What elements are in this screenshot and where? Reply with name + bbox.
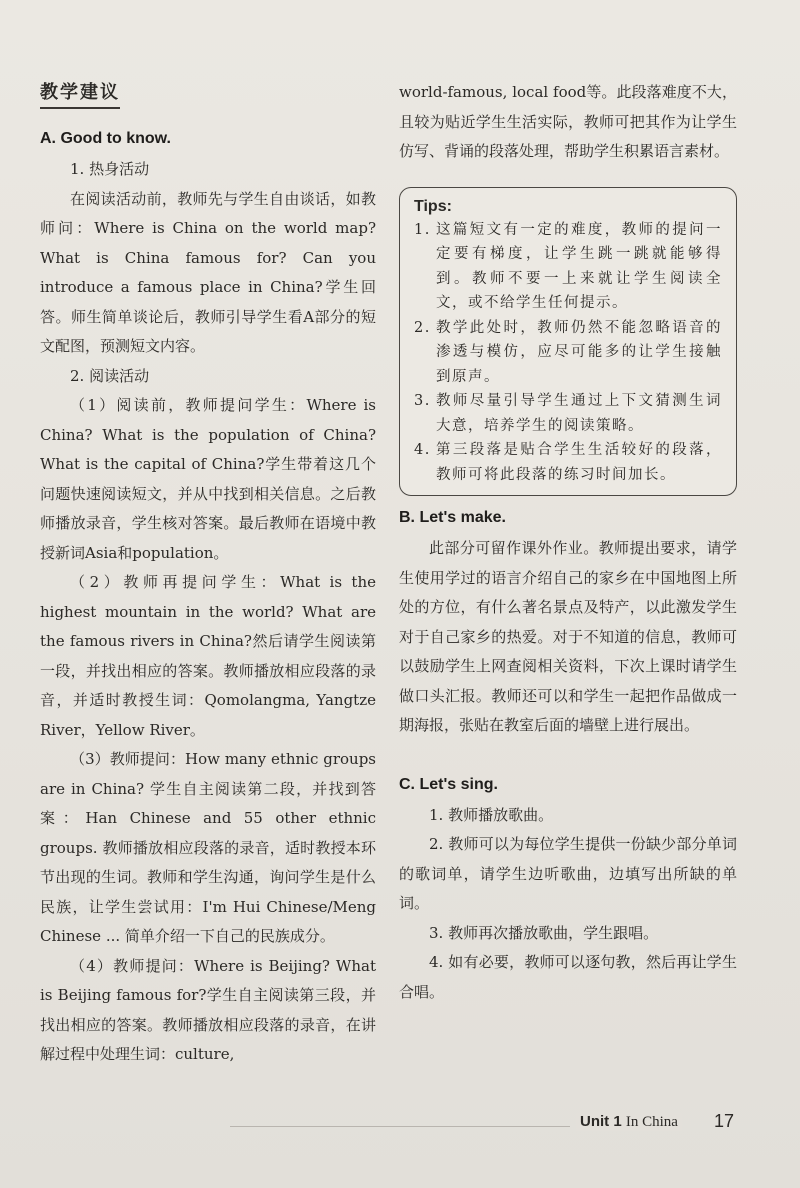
reading-step-4: （4）教师提问：Where is Beijing? What is Beijing famous for?学生自主阅读第三段，并找出相应的答案。教师播放相应段落的录音，在讲解过程中处理生词：culture,: [40, 956, 376, 1063]
section-a-title: A. Good to know.: [40, 130, 171, 147]
tip-number: 1.: [414, 221, 431, 238]
right-column: [399, 78, 737, 1007]
sing-step: 3. 教师再次播放歌曲，学生跟唱。: [429, 923, 659, 942]
tip-item: [414, 316, 722, 390]
warmup-paragraph: 在阅读活动前，教师先与学生自由谈话，如教师问：Where is China on the world map? What is China famous for? Can you introduce a famous place in China?学生回答。师生简单谈论后，教师引导学生看A部分的短文配图，预测短文内容。: [40, 189, 376, 355]
tip-item: [414, 438, 722, 487]
section-c-title: C. Let's sing.: [399, 775, 498, 793]
tip-text: 这篇短文有一定的难度，教师的提问一定要有梯度，让学生跳一跳就能够得到。教师不要一上来就让学生阅读全文，或不给学生任何提示。: [436, 221, 722, 311]
tips-title: Tips:: [414, 197, 452, 215]
tip-text: 教师尽量引导学生通过上下文猜测生词大意，培养学生的阅读策略。: [436, 393, 722, 434]
tip-number: 4.: [414, 442, 431, 458]
reading-step-1: （1）阅读前，教师提问学生：Where is China? What is the population of China? What is the capital of China?学生带着这几个问题快速阅读短文，并从中找到相关信息。之后教师播放录音，学生核对答案。最后教师在语境中教授新词Asia和population。: [40, 396, 376, 562]
unit-label: [576, 1113, 682, 1131]
section-b-title: B. Let's make.: [399, 509, 506, 526]
tip-number: 3.: [414, 393, 431, 409]
tip-text: 第三段落是贴合学生生活较好的段落，教师可将此段落的练习时间加长。: [436, 442, 722, 483]
left-column: [40, 78, 376, 1070]
tip-item: [414, 389, 722, 438]
tips-box: [399, 187, 737, 497]
page-footer: [0, 1112, 800, 1142]
reading-step-3: （3）教师提问：How many ethnic groups are in China? 学生自主阅读第二段，并找到答案：Han Chinese and 55 other ethnic groups. 教师播放相应段落的录音，适时教授本环节出现的生词。教师和学生沟通，询问学生是什么民族，让学生尝试用：I'm Hui Chinese/Meng Chinese ... 简单介绍一下自己的民族成分。: [40, 750, 376, 945]
teaching-suggestions-heading: 教学建议: [40, 78, 120, 109]
tip-item: [414, 218, 722, 316]
reading-label: 2. 阅读活动: [70, 366, 150, 385]
sing-step: 1. 教师播放歌曲。: [429, 805, 554, 824]
unit-number: Unit 1: [580, 1113, 622, 1130]
tip-number: 2.: [414, 319, 431, 336]
unit-title: In China: [625, 1114, 678, 1130]
footer-rule: [230, 1126, 570, 1127]
spacer: [399, 741, 737, 773]
tip-text: 教学此处时，教师仍然不能忽略语音的渗透与模仿，应尽可能多的让学生接触到原声。: [436, 319, 722, 385]
reading-step-2: （2）教师再提问学生：What is the highest mountain in the world? What are the famous rivers in China?然后请学生阅读第一段，并找出相应的答案。教师播放相应段落的录音，并适时教授生词：Qomolangma, Yangtze River，Yellow River。: [40, 573, 376, 739]
section-a-continuation: world-famous, local food等。此段落难度不大，且较为贴近学生生活实际，教师可把其作为让学生仿写、背诵的段落处理，帮助学生积累语言素材。: [399, 83, 737, 160]
page-number: 17: [714, 1111, 735, 1131]
warmup-label: 1. 热身活动: [70, 160, 150, 178]
sing-step: 2. 教师可以为每位学生提供一份缺少部分单词的歌词单，请学生边听歌曲，边填写出所缺的单词。: [399, 835, 737, 912]
sing-step: 4. 如有必要，教师可以逐句教，然后再让学生合唱。: [399, 953, 737, 1001]
section-b-paragraph: 此部分可留作课外作业。教师提出要求，请学生使用学过的语言介绍自己的家乡在中国地图上所处的方位，有什么著名景点及特产，以此激发学生对于自己家乡的热爱。对于不知道的信息，教师可以鼓励学生上网查阅相关资料，下次上课时请学生做口头汇报。教师还可以和学生一起把作品做成一期海报，张贴在教室后面的墙壁上进行展出。: [399, 539, 737, 734]
